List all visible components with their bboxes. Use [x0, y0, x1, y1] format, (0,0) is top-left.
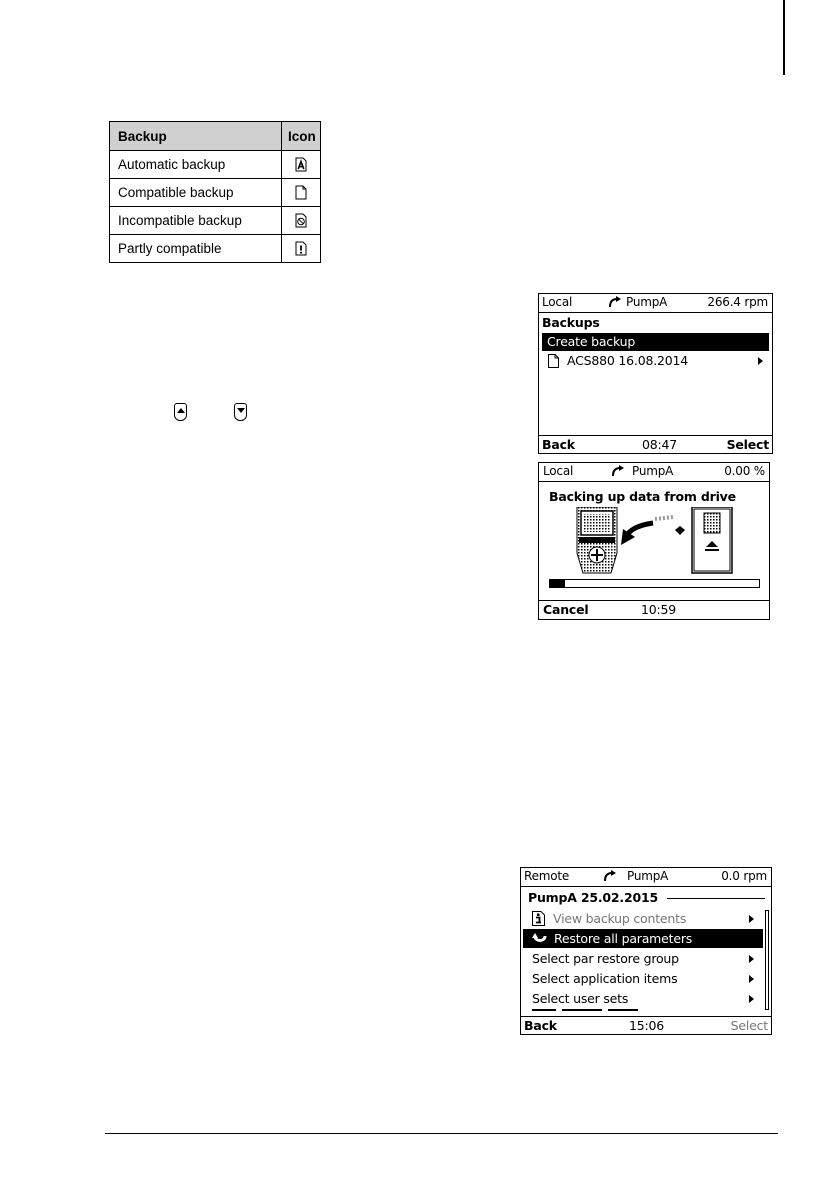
up-arrow-key-icon [174, 403, 187, 421]
submenu-arrow-icon [749, 975, 754, 983]
rotation-direction-icon [603, 870, 617, 882]
page-footer-line [105, 1133, 778, 1134]
table-row [110, 179, 321, 207]
select-button[interactable]: Select [726, 437, 769, 452]
submenu-arrow-icon [749, 955, 754, 963]
row-label: Automatic backup [110, 151, 282, 179]
drive-name: PumpA [627, 869, 669, 883]
screen-title: PumpA 25.02.2015 [528, 889, 662, 907]
status-value: 0.00 % [724, 464, 765, 478]
submenu-arrow-icon [749, 995, 754, 1003]
backup-icon-table [109, 121, 321, 263]
restore-backup-screen [520, 867, 772, 1035]
back-button[interactable]: Back [524, 1018, 557, 1033]
control-panel-icon [577, 507, 617, 573]
screen-title-row [521, 889, 771, 907]
status-bar [539, 463, 769, 482]
row-label: Partly compatible [110, 235, 282, 263]
header-icon: Icon [282, 122, 321, 151]
screen-title: Backups [542, 315, 600, 330]
status-bar [539, 294, 772, 313]
control-mode: Local [543, 464, 574, 478]
submenu-arrow-icon [758, 357, 763, 365]
status-value: 266.4 rpm [707, 295, 768, 309]
drive-memory-icon [692, 507, 732, 573]
cancel-button[interactable]: Cancel [543, 602, 589, 617]
menu-item-restore-all[interactable]: Restore all parameters [523, 929, 763, 948]
progress-fill [550, 580, 565, 587]
down-arrow-key-icon [234, 403, 247, 421]
status-value: 0.0 rpm [721, 869, 767, 883]
row-label: Compatible backup [110, 179, 282, 207]
partly-compatible-icon [295, 241, 307, 256]
incompatible-backup-icon [295, 213, 307, 228]
table-row [110, 235, 321, 263]
backup-progress-screen [538, 462, 770, 620]
compatible-backup-icon [295, 185, 307, 200]
table-header-row [110, 122, 321, 151]
scrollbar[interactable] [765, 910, 769, 1010]
row-label: Incompatible backup [110, 207, 282, 235]
menu-item-view-backup[interactable]: View backup contents [521, 909, 771, 928]
clock: 08:47 [642, 437, 678, 452]
menu-item-application-items[interactable]: Select application items [521, 969, 771, 988]
restore-icon [532, 932, 548, 945]
table-row [110, 151, 321, 179]
control-mode: Remote [524, 869, 570, 883]
status-bar [521, 868, 771, 887]
select-button[interactable]: Select [730, 1018, 768, 1033]
back-button[interactable]: Back [542, 437, 575, 452]
clock: 15:06 [629, 1018, 665, 1033]
clock: 10:59 [641, 602, 677, 617]
automatic-backup-icon [295, 157, 307, 172]
page-edge-line [783, 0, 785, 75]
header-backup: Backup [110, 122, 282, 151]
drive-name: PumpA [632, 464, 674, 478]
table-row [110, 207, 321, 235]
menu-item-par-restore-group[interactable]: Select par restore group [521, 949, 771, 968]
menu-item-user-sets[interactable]: Select user sets [521, 989, 771, 1008]
backups-screen [538, 293, 773, 454]
footer-bar [521, 1017, 771, 1033]
submenu-arrow-icon [749, 915, 754, 923]
progress-bar [549, 579, 760, 588]
compatible-backup-icon [548, 354, 559, 368]
footer-bar [539, 601, 769, 618]
menu-item-create-backup[interactable]: Create backup [542, 333, 769, 351]
rotation-direction-icon [608, 296, 622, 308]
transfer-arrow-icon [621, 517, 685, 545]
drive-name: PumpA [626, 295, 668, 309]
control-mode: Local [542, 295, 573, 309]
footer-bar [539, 436, 772, 453]
drive-to-panel-illustration [575, 507, 735, 577]
menu-item-partial [532, 1009, 642, 1013]
rotation-direction-icon [611, 465, 625, 477]
backup-message: Backing up data from drive [549, 489, 736, 504]
info-icon [532, 911, 545, 926]
menu-item-backup-file[interactable]: ACS880 16.08.2014 [539, 352, 772, 370]
